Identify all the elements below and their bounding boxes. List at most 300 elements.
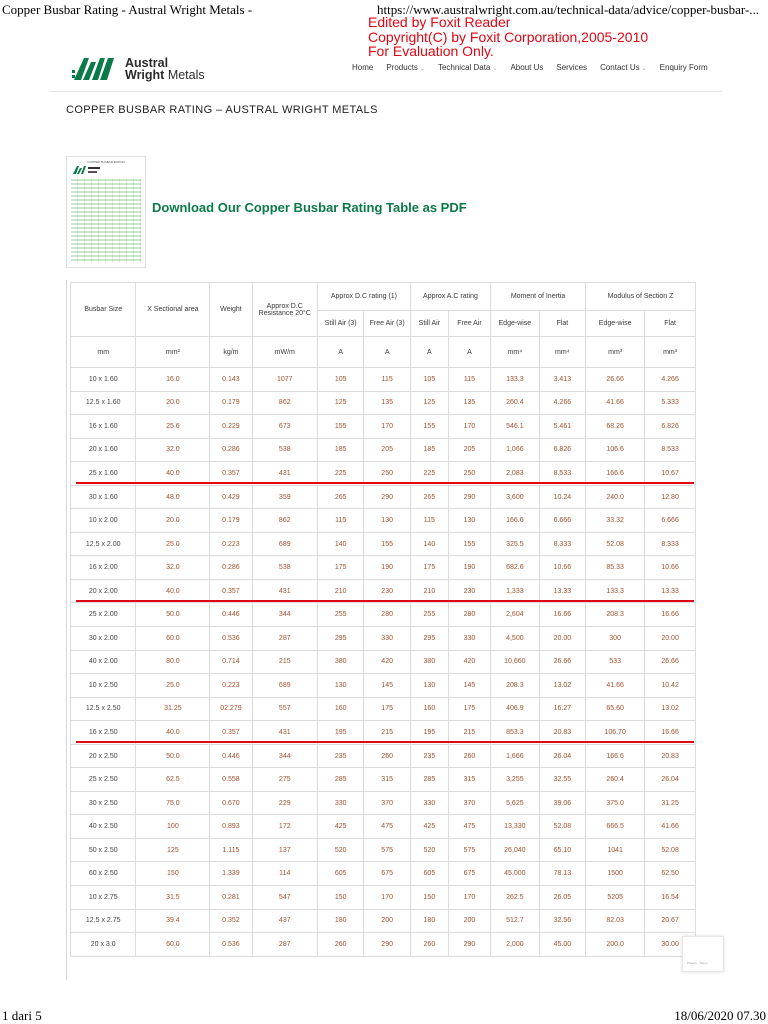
- table-cell: 547: [252, 886, 317, 910]
- table-cell: 0.714: [210, 650, 252, 674]
- table-cell: 105: [410, 368, 448, 392]
- table-row: [71, 485, 696, 509]
- recaptcha-badge[interactable]: [682, 936, 724, 972]
- foxit-line-3: For Evaluation Only.: [368, 43, 494, 59]
- table-cell: 13.33: [539, 579, 585, 603]
- table-cell: 425: [317, 815, 363, 839]
- table-cell: 215: [448, 721, 490, 745]
- table-row: [71, 933, 696, 957]
- table-cell: 39.4: [136, 909, 210, 933]
- table-cell: 406.9: [491, 697, 540, 721]
- table-cell: 0.536: [210, 627, 252, 651]
- table-cell: 160: [317, 697, 363, 721]
- table-cell: 125: [136, 838, 210, 862]
- table-cell: 375.0: [586, 791, 645, 815]
- table-cell: 240.0: [586, 485, 645, 509]
- table-cell: 2,083: [491, 462, 540, 486]
- table-cell: 230: [448, 579, 490, 603]
- table-cell: 533: [586, 650, 645, 674]
- table-cell: 175: [410, 556, 448, 580]
- table-row: [71, 509, 696, 533]
- table-cell: 190: [448, 556, 490, 580]
- table-cell: 520: [410, 838, 448, 862]
- table-cell: 0.223: [210, 674, 252, 698]
- unit-cell: A: [448, 337, 490, 368]
- logo-line-2-rest: Metals: [164, 68, 205, 82]
- table-cell: 225: [410, 462, 448, 486]
- table-cell: 6.666: [645, 509, 696, 533]
- table-cell: 140: [317, 532, 363, 556]
- table-cell: 185: [410, 438, 448, 462]
- table-cell: 26,040: [491, 838, 540, 862]
- table-cell: 682.6: [491, 556, 540, 580]
- table-cell: 0.286: [210, 438, 252, 462]
- col-header-flat-inertia: Flat: [539, 311, 585, 337]
- table-cell: 185: [317, 438, 363, 462]
- table-cell: 689: [252, 674, 317, 698]
- table-cell: 344: [252, 603, 317, 627]
- table-cell: 32.55: [539, 768, 585, 792]
- table-cell: 13.02: [539, 674, 585, 698]
- table-cell: 425: [410, 815, 448, 839]
- table-cell: 115: [317, 509, 363, 533]
- chevron-down-icon: ⌄: [419, 66, 425, 72]
- col-header-edge-wise-inertia: Edge-wise: [491, 311, 540, 337]
- unit-cell: mm³: [586, 337, 645, 368]
- table-cell: 26.05: [539, 886, 585, 910]
- table-cell: 26.66: [645, 650, 696, 674]
- table-cell: 133.3: [586, 579, 645, 603]
- red-annotation-line: [76, 741, 694, 743]
- table-cell: 1.115: [210, 838, 252, 862]
- busbar-size-cell: 12.5 x 2.50: [71, 697, 136, 721]
- table-cell: 5.461: [539, 415, 585, 439]
- table-cell: 538: [252, 438, 317, 462]
- table-cell: 31.25: [136, 697, 210, 721]
- table-cell: 0.357: [210, 579, 252, 603]
- table-cell: 115: [448, 368, 490, 392]
- table-cell: 205: [364, 438, 410, 462]
- table-cell: 210: [317, 579, 363, 603]
- table-cell: 195: [410, 721, 448, 745]
- main-nav: [352, 63, 721, 72]
- table-cell: 205: [448, 438, 490, 462]
- unit-cell: mm⁴: [539, 337, 585, 368]
- table-cell: 0.223: [210, 532, 252, 556]
- busbar-size-cell: 10 x 2.00: [71, 509, 136, 533]
- content-left-rule: [66, 280, 67, 980]
- table-cell: 39.06: [539, 791, 585, 815]
- busbar-size-cell: 60 x 2.50: [71, 862, 136, 886]
- site-logo[interactable]: [72, 54, 205, 84]
- col-header-free-air-ac: Free Air: [448, 311, 490, 337]
- table-cell: 16.66: [645, 721, 696, 745]
- table-cell: 330: [448, 627, 490, 651]
- busbar-size-cell: 25 x 2.50: [71, 768, 136, 792]
- table-cell: 175: [364, 697, 410, 721]
- thumbnail-table-preview: [71, 179, 141, 263]
- nav-item-products[interactable]: Products ⌄: [386, 63, 425, 72]
- table-cell: 135: [364, 391, 410, 415]
- table-cell: 78.13: [539, 862, 585, 886]
- table-cell: 290: [364, 933, 410, 957]
- table-cell: 3,255: [491, 768, 540, 792]
- table-cell: 180: [317, 909, 363, 933]
- table-cell: 0.670: [210, 791, 252, 815]
- table-cell: 25.0: [136, 532, 210, 556]
- table-cell: 260: [448, 744, 490, 768]
- unit-cell: A: [410, 337, 448, 368]
- table-row: [71, 838, 696, 862]
- table-cell: 0.446: [210, 603, 252, 627]
- table-cell: 675: [448, 862, 490, 886]
- busbar-size-cell: 30 x 1.60: [71, 485, 136, 509]
- table-row: [71, 886, 696, 910]
- table-cell: 265: [410, 485, 448, 509]
- foxit-line-2: Copyright(C) by Foxit Corporation,2005-2010: [368, 28, 649, 45]
- table-cell: 315: [448, 768, 490, 792]
- table-cell: 16.66: [539, 603, 585, 627]
- busbar-size-cell: 16 x 1.60: [71, 415, 136, 439]
- busbar-size-cell: 12.5 x 1.60: [71, 391, 136, 415]
- table-cell: 287: [252, 627, 317, 651]
- busbar-size-cell: 10 x 2.50: [71, 674, 136, 698]
- recaptcha-text: Privacy · Terms: [687, 961, 708, 965]
- table-cell: 235: [317, 744, 363, 768]
- unit-cell: A: [317, 337, 363, 368]
- table-cell: 6.666: [539, 509, 585, 533]
- table-cell: 1,333: [491, 579, 540, 603]
- table-cell: 50.0: [136, 744, 210, 768]
- table-cell: 150: [410, 886, 448, 910]
- table-cell: 130: [364, 509, 410, 533]
- table-cell: 170: [364, 886, 410, 910]
- col-header-resistance: Approx D.C Resistance 20°C: [252, 283, 317, 337]
- table-cell: 605: [317, 862, 363, 886]
- table-cell: 370: [448, 791, 490, 815]
- table-cell: 12.80: [645, 485, 696, 509]
- busbar-size-cell: 50 x 2.50: [71, 838, 136, 862]
- table-cell: 75.0: [136, 791, 210, 815]
- table-cell: 673: [252, 415, 317, 439]
- units-row: [71, 337, 696, 368]
- table-cell: 0.558: [210, 768, 252, 792]
- table-cell: 170: [448, 886, 490, 910]
- table-row: [71, 815, 696, 839]
- table-cell: 125: [410, 391, 448, 415]
- table-cell: 16.27: [539, 697, 585, 721]
- logo-line-2-bold: Wright: [125, 68, 165, 82]
- table-cell: 0.281: [210, 886, 252, 910]
- table-cell: 0.446: [210, 744, 252, 768]
- table-cell: 853.3: [491, 721, 540, 745]
- table-cell: 02.279: [210, 697, 252, 721]
- table-cell: 512.7: [491, 909, 540, 933]
- nav-item-contact-us[interactable]: Contact Us ⌄: [600, 63, 647, 72]
- nav-item-services[interactable]: Services: [556, 63, 588, 72]
- table-cell: 475: [448, 815, 490, 839]
- table-cell: 1,066: [491, 438, 540, 462]
- table-cell: 166.6: [586, 744, 645, 768]
- table-cell: 255: [317, 603, 363, 627]
- table-cell: 166.6: [491, 509, 540, 533]
- busbar-size-cell: 10 x 1.60: [71, 368, 136, 392]
- busbar-rating-table: [70, 282, 696, 957]
- table-cell: 0.179: [210, 509, 252, 533]
- table-cell: 225: [317, 462, 363, 486]
- table-cell: 575: [364, 838, 410, 862]
- table-cell: 380: [317, 650, 363, 674]
- table-cell: 45,000: [491, 862, 540, 886]
- table-cell: 0.179: [210, 391, 252, 415]
- table-cell: 190: [364, 556, 410, 580]
- table-cell: 0.143: [210, 368, 252, 392]
- busbar-size-cell: 40 x 2.00: [71, 650, 136, 674]
- table-cell: 325.5: [491, 532, 540, 556]
- col-header-flat-modulus: Flat: [645, 311, 696, 337]
- table-cell: 285: [317, 768, 363, 792]
- table-cell: 344: [252, 744, 317, 768]
- col-header-modulus: Modulus of Section Z: [586, 283, 696, 311]
- table-cell: 115: [410, 509, 448, 533]
- table-cell: 1077: [252, 368, 317, 392]
- table-cell: 50.0: [136, 603, 210, 627]
- table-cell: 431: [252, 721, 317, 745]
- aw-logo-icon: [72, 56, 122, 82]
- table-cell: 200.0: [586, 933, 645, 957]
- table-cell: 155: [410, 415, 448, 439]
- table-cell: 26.66: [586, 368, 645, 392]
- table-cell: 60.0: [136, 933, 210, 957]
- table-cell: 230: [364, 579, 410, 603]
- table-cell: 3,600: [491, 485, 540, 509]
- thumbnail-title: COPPER BUSBAR RATING: [87, 160, 125, 164]
- table-cell: 155: [364, 532, 410, 556]
- table-cell: 295: [410, 627, 448, 651]
- table-cell: 1500: [586, 862, 645, 886]
- table-cell: 20.0: [136, 509, 210, 533]
- table-cell: 52.08: [586, 532, 645, 556]
- table-cell: 260.4: [491, 391, 540, 415]
- table-cell: 5.333: [645, 391, 696, 415]
- table-cell: 605: [410, 862, 448, 886]
- table-cell: 290: [448, 485, 490, 509]
- table-cell: 557: [252, 697, 317, 721]
- pdf-thumbnail[interactable]: [66, 156, 146, 268]
- nav-item-home[interactable]: Home: [352, 63, 374, 72]
- table-cell: 32.0: [136, 556, 210, 580]
- table-cell: 431: [252, 579, 317, 603]
- table-cell: 65.10: [539, 838, 585, 862]
- table-cell: 0.357: [210, 462, 252, 486]
- table-cell: 26.04: [539, 744, 585, 768]
- table-row: [71, 438, 696, 462]
- unit-cell: mm²: [136, 337, 210, 368]
- busbar-size-cell: 20 x 2.00: [71, 579, 136, 603]
- table-cell: 420: [448, 650, 490, 674]
- table-cell: 150: [136, 862, 210, 886]
- table-cell: 25.0: [136, 674, 210, 698]
- table-cell: 8.533: [539, 462, 585, 486]
- table-cell: 0.286: [210, 556, 252, 580]
- nav-item-technical-data[interactable]: Technical Data ⌄: [437, 63, 498, 72]
- table-cell: 0.357: [210, 721, 252, 745]
- table-cell: 370: [364, 791, 410, 815]
- table-cell: 575: [448, 838, 490, 862]
- col-header-edge-wise-modulus: Edge-wise: [586, 311, 645, 337]
- table-cell: 40.0: [136, 462, 210, 486]
- download-pdf-link[interactable]: Download Our Copper Busbar Rating Table as PDF: [152, 200, 467, 215]
- table-cell: 10.24: [539, 485, 585, 509]
- col-header-inertia: Moment of Inertia: [491, 283, 586, 311]
- table-cell: 280: [448, 603, 490, 627]
- busbar-size-cell: 25 x 1.60: [71, 462, 136, 486]
- col-header-still-air-ac: Still Air: [410, 311, 448, 337]
- table-cell: 175: [317, 556, 363, 580]
- unit-cell: A: [364, 337, 410, 368]
- chevron-down-icon: ⌄: [492, 66, 498, 72]
- col-header-dc-rating: Approx D.C rating (1): [317, 283, 410, 311]
- nav-item-enquiry-form[interactable]: Enquiry Form: [659, 63, 708, 72]
- table-cell: 250: [448, 462, 490, 486]
- table-row: [71, 532, 696, 556]
- table-cell: 260.4: [586, 768, 645, 792]
- table-cell: 137: [252, 838, 317, 862]
- table-cell: 4.266: [539, 391, 585, 415]
- table-cell: 62.5: [136, 768, 210, 792]
- col-header-busbar-size: Busbar Size: [71, 283, 136, 337]
- table-cell: 6.826: [539, 438, 585, 462]
- table-cell: 1,666: [491, 744, 540, 768]
- table-cell: 8.333: [539, 532, 585, 556]
- table-cell: 208.3: [586, 603, 645, 627]
- table-cell: 666.5: [586, 815, 645, 839]
- table-cell: 25.6: [136, 415, 210, 439]
- table-cell: 290: [364, 485, 410, 509]
- table-cell: 862: [252, 391, 317, 415]
- table-row: [71, 697, 696, 721]
- unit-cell: mm⁴: [491, 337, 540, 368]
- table-cell: 175: [448, 697, 490, 721]
- table-cell: 215: [364, 721, 410, 745]
- table-cell: 262.5: [491, 886, 540, 910]
- table-cell: 2,604: [491, 603, 540, 627]
- table-cell: 155: [448, 532, 490, 556]
- table-cell: 260: [410, 933, 448, 957]
- table-cell: 155: [317, 415, 363, 439]
- table-cell: 52.08: [645, 838, 696, 862]
- col-header-free-air-dc: Free Air (3): [364, 311, 410, 337]
- table-row: [71, 791, 696, 815]
- table-cell: 280: [364, 603, 410, 627]
- unit-cell: kg/m: [210, 337, 252, 368]
- table-cell: 45.00: [539, 933, 585, 957]
- table-row: [71, 415, 696, 439]
- table-cell: 130: [317, 674, 363, 698]
- table-cell: 265: [317, 485, 363, 509]
- table-cell: 420: [364, 650, 410, 674]
- table-row: [71, 862, 696, 886]
- table-cell: 520: [317, 838, 363, 862]
- table-cell: 130: [410, 674, 448, 698]
- table-row: [71, 909, 696, 933]
- table-cell: 0.352: [210, 909, 252, 933]
- table-cell: 10.66: [645, 556, 696, 580]
- table-cell: 20.00: [539, 627, 585, 651]
- busbar-size-cell: 25 x 2.00: [71, 603, 136, 627]
- table-cell: 65.60: [586, 697, 645, 721]
- header-divider: [50, 91, 722, 92]
- table-cell: 125: [317, 391, 363, 415]
- table-cell: 260: [364, 744, 410, 768]
- table-cell: 215: [252, 650, 317, 674]
- print-header-title: Copper Busbar Rating - Austral Wright Metals -: [2, 2, 253, 17]
- table-cell: 32.0: [136, 438, 210, 462]
- busbar-size-cell: 20 x 3.0: [71, 933, 136, 957]
- table-cell: 16.0: [136, 368, 210, 392]
- logo-line-1: Austral: [125, 56, 169, 70]
- table-cell: 546.1: [491, 415, 540, 439]
- table-row: [71, 603, 696, 627]
- table-cell: 41.66: [586, 674, 645, 698]
- red-annotation-line: [76, 600, 694, 602]
- foxit-line-1: Edited by Foxit Reader: [368, 14, 511, 30]
- table-row: [71, 391, 696, 415]
- table-cell: 380: [410, 650, 448, 674]
- table-cell: 675: [364, 862, 410, 886]
- table-cell: 135: [448, 391, 490, 415]
- table-cell: 31.5: [136, 886, 210, 910]
- col-header-weight: Weight: [210, 283, 252, 337]
- table-cell: 5,625: [491, 791, 540, 815]
- table-cell: 48.0: [136, 485, 210, 509]
- table-cell: 52.08: [539, 815, 585, 839]
- table-row: [71, 627, 696, 651]
- table-cell: 10,660: [491, 650, 540, 674]
- table-cell: 33.32: [586, 509, 645, 533]
- table-cell: 40.0: [136, 721, 210, 745]
- table-cell: 287: [252, 933, 317, 957]
- table-cell: 285: [410, 768, 448, 792]
- nav-item-about-us[interactable]: About Us: [510, 63, 544, 72]
- table-cell: 1041: [586, 838, 645, 862]
- table-cell: 250: [364, 462, 410, 486]
- thumbnail-logo-icon: [72, 165, 102, 175]
- table-cell: 133.3: [491, 368, 540, 392]
- table-cell: 315: [364, 768, 410, 792]
- busbar-size-cell: 40 x 2.50: [71, 815, 136, 839]
- table-cell: 85.33: [586, 556, 645, 580]
- table-cell: 13.33: [645, 579, 696, 603]
- table-cell: 41.66: [645, 815, 696, 839]
- table-cell: 4,500: [491, 627, 540, 651]
- table-cell: 170: [364, 415, 410, 439]
- table-cell: 114: [252, 862, 317, 886]
- table-cell: 150: [317, 886, 363, 910]
- busbar-size-cell: 20 x 2.50: [71, 744, 136, 768]
- busbar-size-cell: 12.5 x 2.00: [71, 532, 136, 556]
- table-cell: 13,330: [491, 815, 540, 839]
- table-cell: 180: [410, 909, 448, 933]
- table-cell: 431: [252, 462, 317, 486]
- table-cell: 106.70: [586, 721, 645, 745]
- table-cell: 195: [317, 721, 363, 745]
- table-row: [71, 368, 696, 392]
- table-cell: 26.66: [539, 650, 585, 674]
- table-cell: 172: [252, 815, 317, 839]
- table-cell: 31.25: [645, 791, 696, 815]
- table-cell: 13.02: [645, 697, 696, 721]
